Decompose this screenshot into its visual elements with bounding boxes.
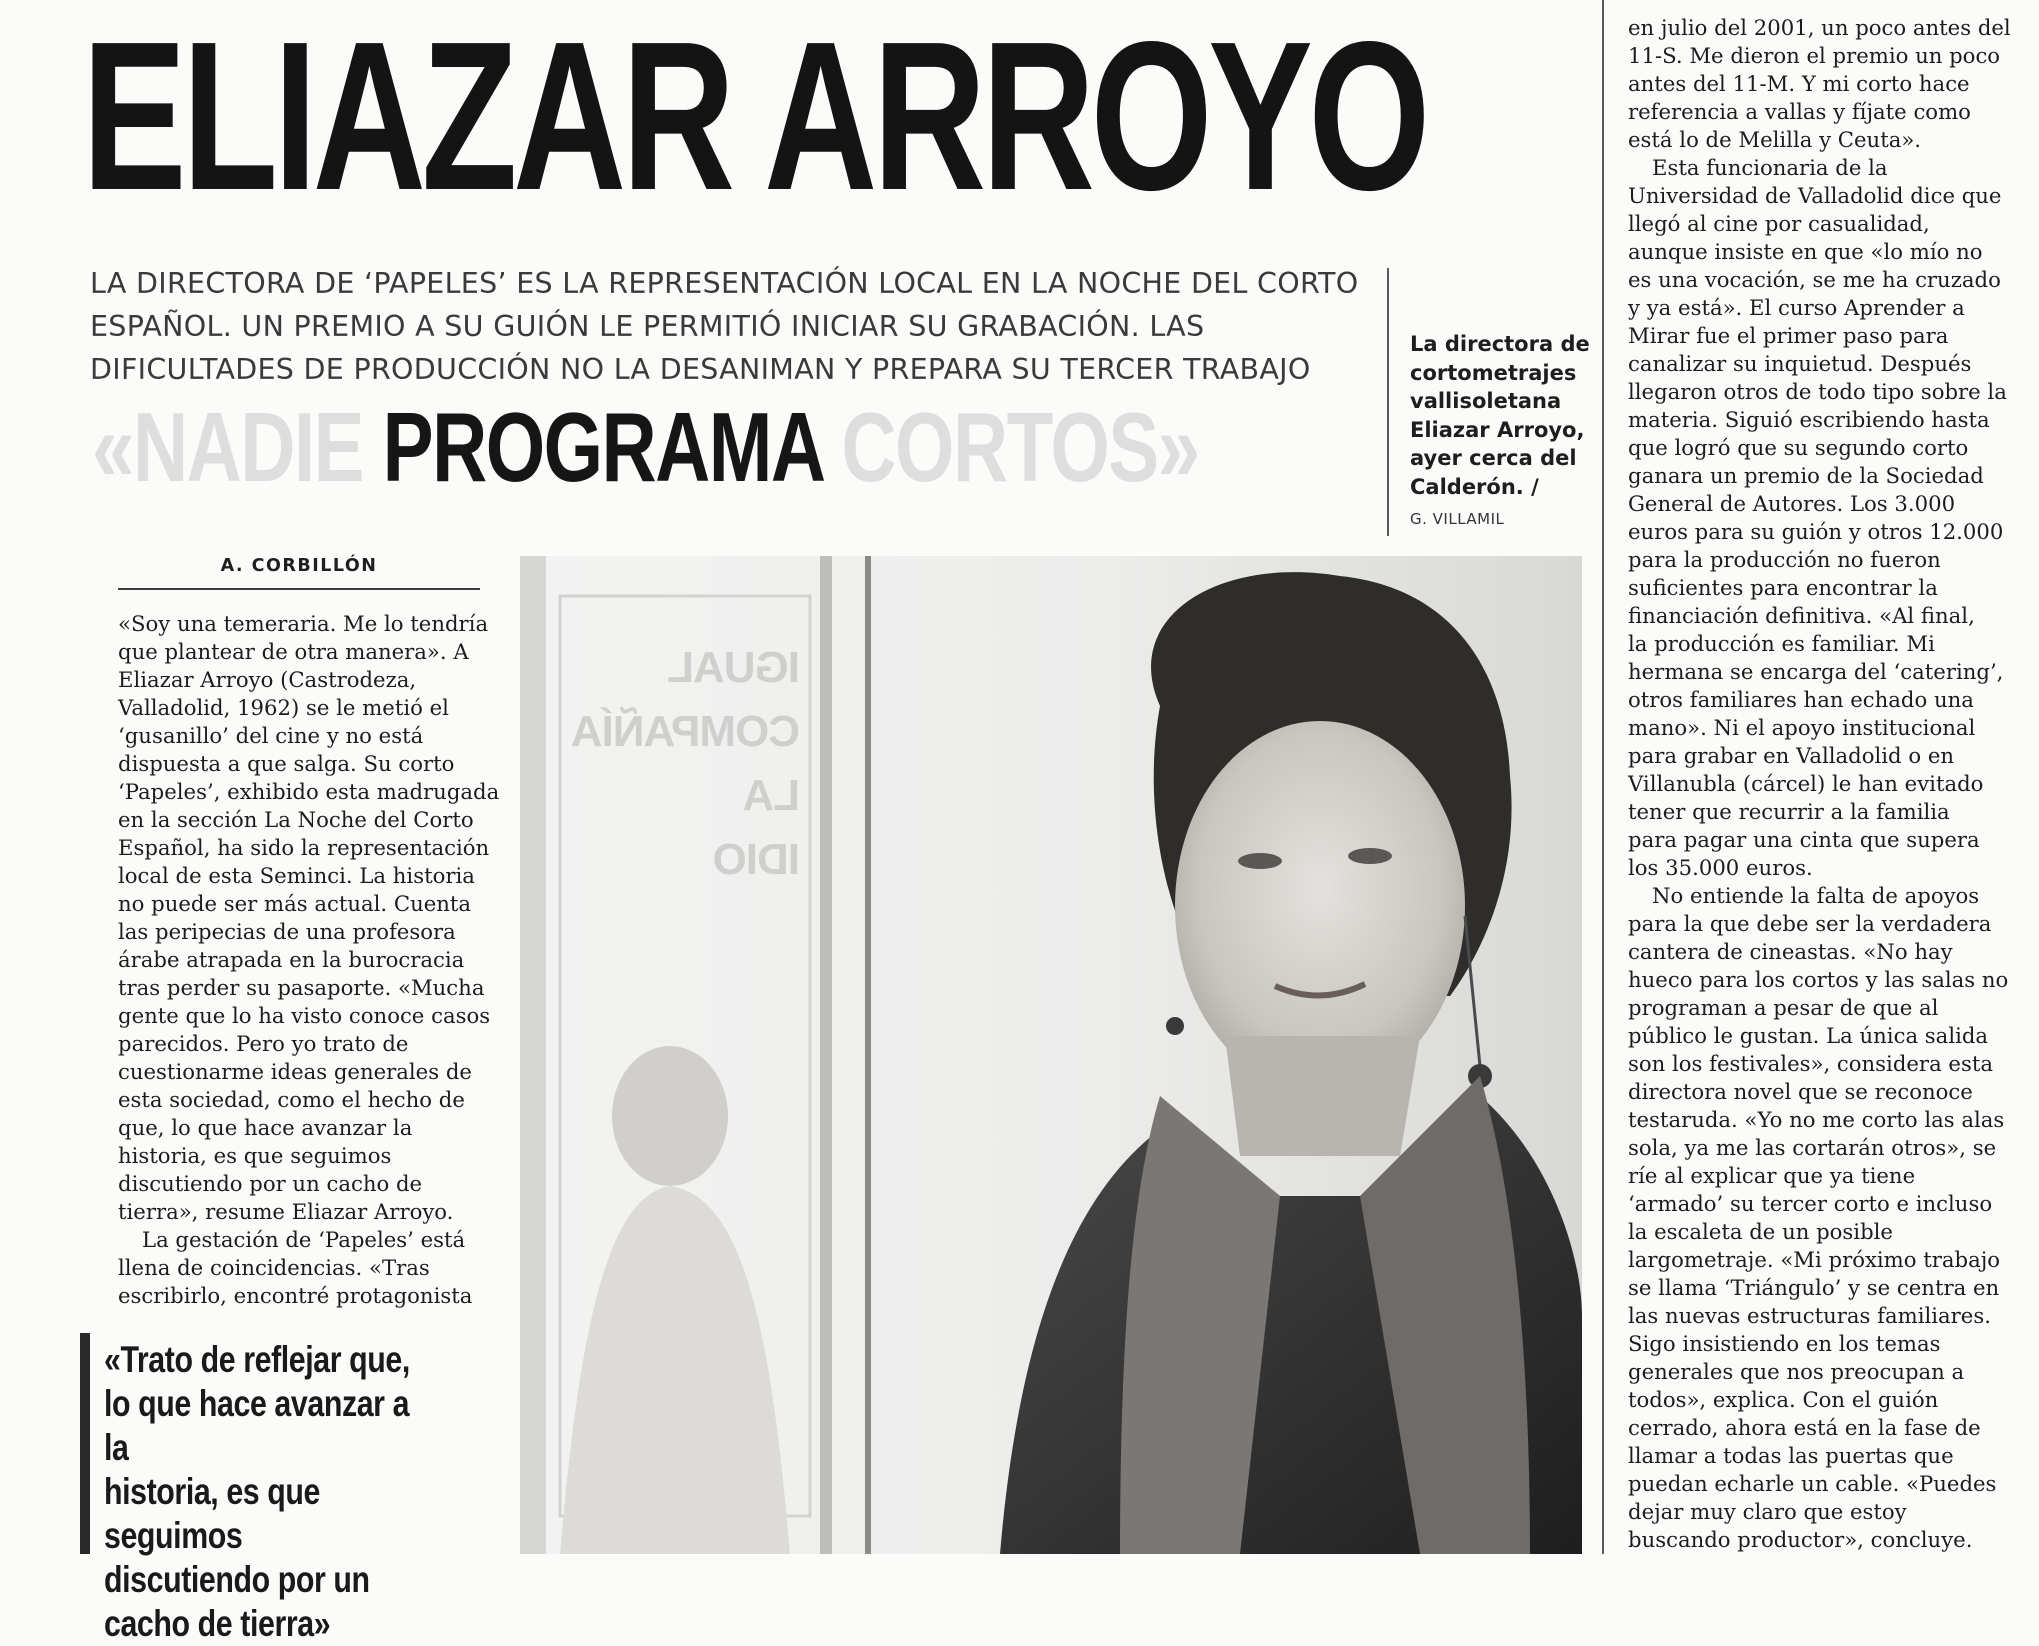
- body-line: suficientes para encontrar la: [1628, 575, 1938, 600]
- body-line: Esta funcionaria de la: [1652, 155, 1888, 180]
- body-line: sola, ya me las cortarán otros», se: [1628, 1135, 1997, 1160]
- body-line: ‘armado’ su tercer corto e incluso: [1628, 1191, 1993, 1216]
- body-line: Universidad de Valladolid dice que: [1628, 183, 2002, 208]
- body-line: otros familiares han echado una: [1628, 687, 1974, 712]
- window-sign-line: COMPAÑÍA: [571, 707, 800, 756]
- caption-line: vallisoletana: [1410, 389, 1562, 413]
- body-line: local de esta Seminci. La historia: [118, 863, 475, 888]
- caption-line: Eliazar Arroyo,: [1410, 417, 1585, 442]
- body-line: llegaron otros de todo tipo sobre la: [1628, 379, 2007, 404]
- body-column-right: [1628, 14, 2036, 1554]
- body-line: historia, es que seguimos: [118, 1143, 392, 1168]
- body-line: Sigo insistiendo en los temas: [1628, 1331, 1941, 1356]
- pull-quote-line: «Trato de reflejar que,: [104, 1339, 410, 1380]
- body-line: canalizar su inquietud. Después: [1628, 351, 1972, 376]
- pull-quote-line: historia, es que seguimos: [104, 1471, 321, 1556]
- body-line: ‘Papeles’, exhibido esta madrugada: [118, 779, 500, 804]
- body-line: para grabar en Valladolid o en: [1628, 743, 1955, 768]
- body-line: General de Autores. Los 3.000: [1628, 491, 1956, 516]
- caption-divider: [1387, 268, 1389, 536]
- body-line: escribirlo, encontré protagonista: [118, 1283, 473, 1308]
- photo-caption: [1410, 330, 1600, 534]
- body-line: la producción es familiar. Mi: [1628, 631, 1935, 656]
- photo-credit: G. VILLAMIL: [1410, 510, 1505, 528]
- body-line: ganara un premio de la Sociedad: [1628, 463, 1984, 488]
- photo: [520, 556, 1582, 1554]
- pull-quote-line: lo que hace avanzar a la: [104, 1383, 410, 1468]
- body-line: directora novel que se reconoce: [1628, 1079, 1973, 1104]
- subheading-line: LA DIRECTORA DE ‘PAPELES’ ES LA REPRESENTACIÓN LOCAL EN LA NOCHE DEL CORTO: [90, 267, 1359, 300]
- body-line: cantera de cineastas. «No hay: [1628, 939, 1953, 964]
- body-line: Valladolid, 1962) se le metió el: [118, 695, 449, 720]
- body-line: para la que debe ser la verdadera: [1628, 911, 1992, 936]
- body-line: llena de coincidencias. «Tras: [118, 1255, 430, 1280]
- body-line: todos», explica. Con el guión: [1628, 1387, 1939, 1412]
- body-line: no puede ser más actual. Cuenta: [118, 891, 472, 916]
- body-line: generales que nos preocupan a: [1628, 1359, 1965, 1384]
- secondary-title-part: PROGRAMA: [382, 392, 822, 502]
- body-line: hermana se encarga del ‘catering’,: [1628, 659, 2004, 684]
- body-line: programan a pesar de que al: [1628, 995, 1939, 1020]
- body-line: Villanubla (cárcel) le han evitado: [1628, 771, 1984, 796]
- subheading: [90, 262, 1390, 391]
- window-sign: [540, 636, 800, 892]
- body-line: los 35.000 euros.: [1628, 855, 1813, 880]
- body-line: público le gustan. La única salida: [1628, 1023, 1989, 1048]
- body-line: se llama ‘Triángulo’ y se centra en: [1628, 1275, 2000, 1300]
- body-line: que plantear de otra manera». A: [118, 639, 469, 664]
- body-line: ríe al explicar que ya tiene: [1628, 1163, 1916, 1188]
- body-line: árabe atrapada en la burocracia: [118, 947, 465, 972]
- body-line: No entiende la falta de apoyos: [1652, 883, 1980, 908]
- caption-line: La directora de: [1410, 332, 1590, 356]
- body-line: mano». Ni el apoyo institucional: [1628, 715, 1976, 740]
- caption-line: ayer cerca del: [1410, 446, 1577, 470]
- body-line: que logró que su segundo corto: [1628, 435, 1969, 460]
- body-line: las peripecias de una profesora: [118, 919, 456, 944]
- body-line: para la producción no fueron: [1628, 547, 1941, 572]
- body-line: llegó al cine por casualidad,: [1628, 211, 1930, 236]
- body-line: «Soy una temeraria. Me lo tendría: [118, 611, 489, 636]
- body-line: buscando productor», concluye.: [1628, 1527, 1973, 1552]
- body-line: para pagar una cinta que supera: [1628, 827, 1980, 852]
- body-line: es una vocación, se me ha cruzado: [1628, 267, 2001, 292]
- secondary-title-part: CORTOS»: [821, 392, 1199, 502]
- body-line: la escaleta de un posible: [1628, 1219, 1893, 1244]
- body-line: 11-S. Me dieron el premio un poco: [1628, 43, 2001, 68]
- window-sign-line: IDIO: [713, 835, 800, 884]
- body-line: referencia a vallas y fíjate como: [1628, 99, 1971, 124]
- window-sign-line: LA: [743, 771, 800, 820]
- byline: A. CORBILLÓN: [220, 556, 378, 576]
- body-line: dispuesta a que salga. Su corto: [118, 751, 455, 776]
- pull-quote-bar: [80, 1333, 90, 1554]
- body-line: llamar a todas las puertas que: [1628, 1443, 1954, 1468]
- pull-quote: [104, 1338, 432, 1646]
- body-line: materia. Siguió escribiendo hasta: [1628, 407, 1990, 432]
- body-line: Español, ha sido la representación: [118, 835, 490, 860]
- body-line: parecidos. Pero yo trato de: [118, 1031, 409, 1056]
- body-line: en la sección La Noche del Corto: [118, 807, 474, 832]
- body-line: ‘gusanillo’ del cine y no está: [118, 723, 424, 748]
- body-line: puedan echarle un cable. «Puedes: [1628, 1471, 1997, 1496]
- body-line: antes del 11-M. Y mi corto hace: [1628, 71, 1970, 96]
- body-line: tierra», resume Eliazar Arroyo.: [118, 1199, 454, 1224]
- body-line: aunque insiste en que «lo mío no: [1628, 239, 1983, 264]
- body-line: largometraje. «Mi próximo trabajo: [1628, 1247, 2001, 1272]
- body-line: Mirar fue el primer paso para: [1628, 323, 1949, 348]
- pull-quote-line: discutiendo por un: [104, 1559, 370, 1600]
- body-line: gente que lo ha visto conoce casos: [118, 1003, 491, 1028]
- window-sign-line: IGUAL: [668, 643, 800, 692]
- body-line: euros para su guión y otros 12.000: [1628, 519, 2004, 544]
- body-line: y ya está». El curso Aprender a: [1628, 295, 1965, 320]
- subheading-line: DIFICULTADES DE PRODUCCIÓN NO LA DESANIMAN Y PREPARA SU TERCER TRABAJO: [90, 353, 1311, 386]
- body-line: financiación definitiva. «Al final,: [1628, 603, 1975, 628]
- body-line: tras perder su pasaporte. «Mucha: [118, 975, 485, 1000]
- body-line: La gestación de ‘Papeles’ está: [142, 1227, 466, 1252]
- subheading-line: ESPAÑOL. UN PREMIO A SU GUIÓN LE PERMITIÓ INICIAR SU GRABACIÓN. LAS: [90, 310, 1205, 343]
- body-line: que, lo que hace avanzar la: [118, 1115, 413, 1140]
- body-line: dejar muy claro que estoy: [1628, 1499, 1907, 1524]
- body-line: hueco para los cortos y las salas no: [1628, 967, 2009, 992]
- body-line: cerrado, ahora está en la fase de: [1628, 1415, 1981, 1440]
- body-line: tener que recurrir a la familia: [1628, 799, 1950, 824]
- headline: ELIAZAR ARROYO: [82, 0, 1426, 234]
- body-line: las nuevas estructuras familiares.: [1628, 1303, 1991, 1328]
- caption-line: cortometrajes: [1410, 360, 1577, 385]
- body-line: esta sociedad, como el hecho de: [118, 1087, 465, 1112]
- column-divider: [1602, 0, 1604, 1554]
- byline-rule: [118, 588, 480, 590]
- body-line: testaruda. «Yo no me corto las alas: [1628, 1107, 2005, 1132]
- pull-quote-line: cacho de tierra»: [104, 1603, 331, 1644]
- secondary-title-part: «NADIE: [92, 392, 383, 502]
- body-line: en julio del 2001, un poco antes del: [1628, 15, 2011, 40]
- body-line: Eliazar Arroyo (Castrodeza,: [118, 667, 417, 692]
- body-line: son los festivales», considera esta: [1628, 1051, 1993, 1076]
- body-line: está lo de Melilla y Ceuta».: [1628, 127, 1922, 152]
- body-column-left: [118, 610, 503, 1310]
- secondary-title: [92, 392, 1199, 502]
- body-line: cuestionarme ideas generales de: [118, 1059, 472, 1084]
- body-line: discutiendo por un cacho de: [118, 1171, 423, 1196]
- caption-line: Calderón. /: [1410, 474, 1539, 499]
